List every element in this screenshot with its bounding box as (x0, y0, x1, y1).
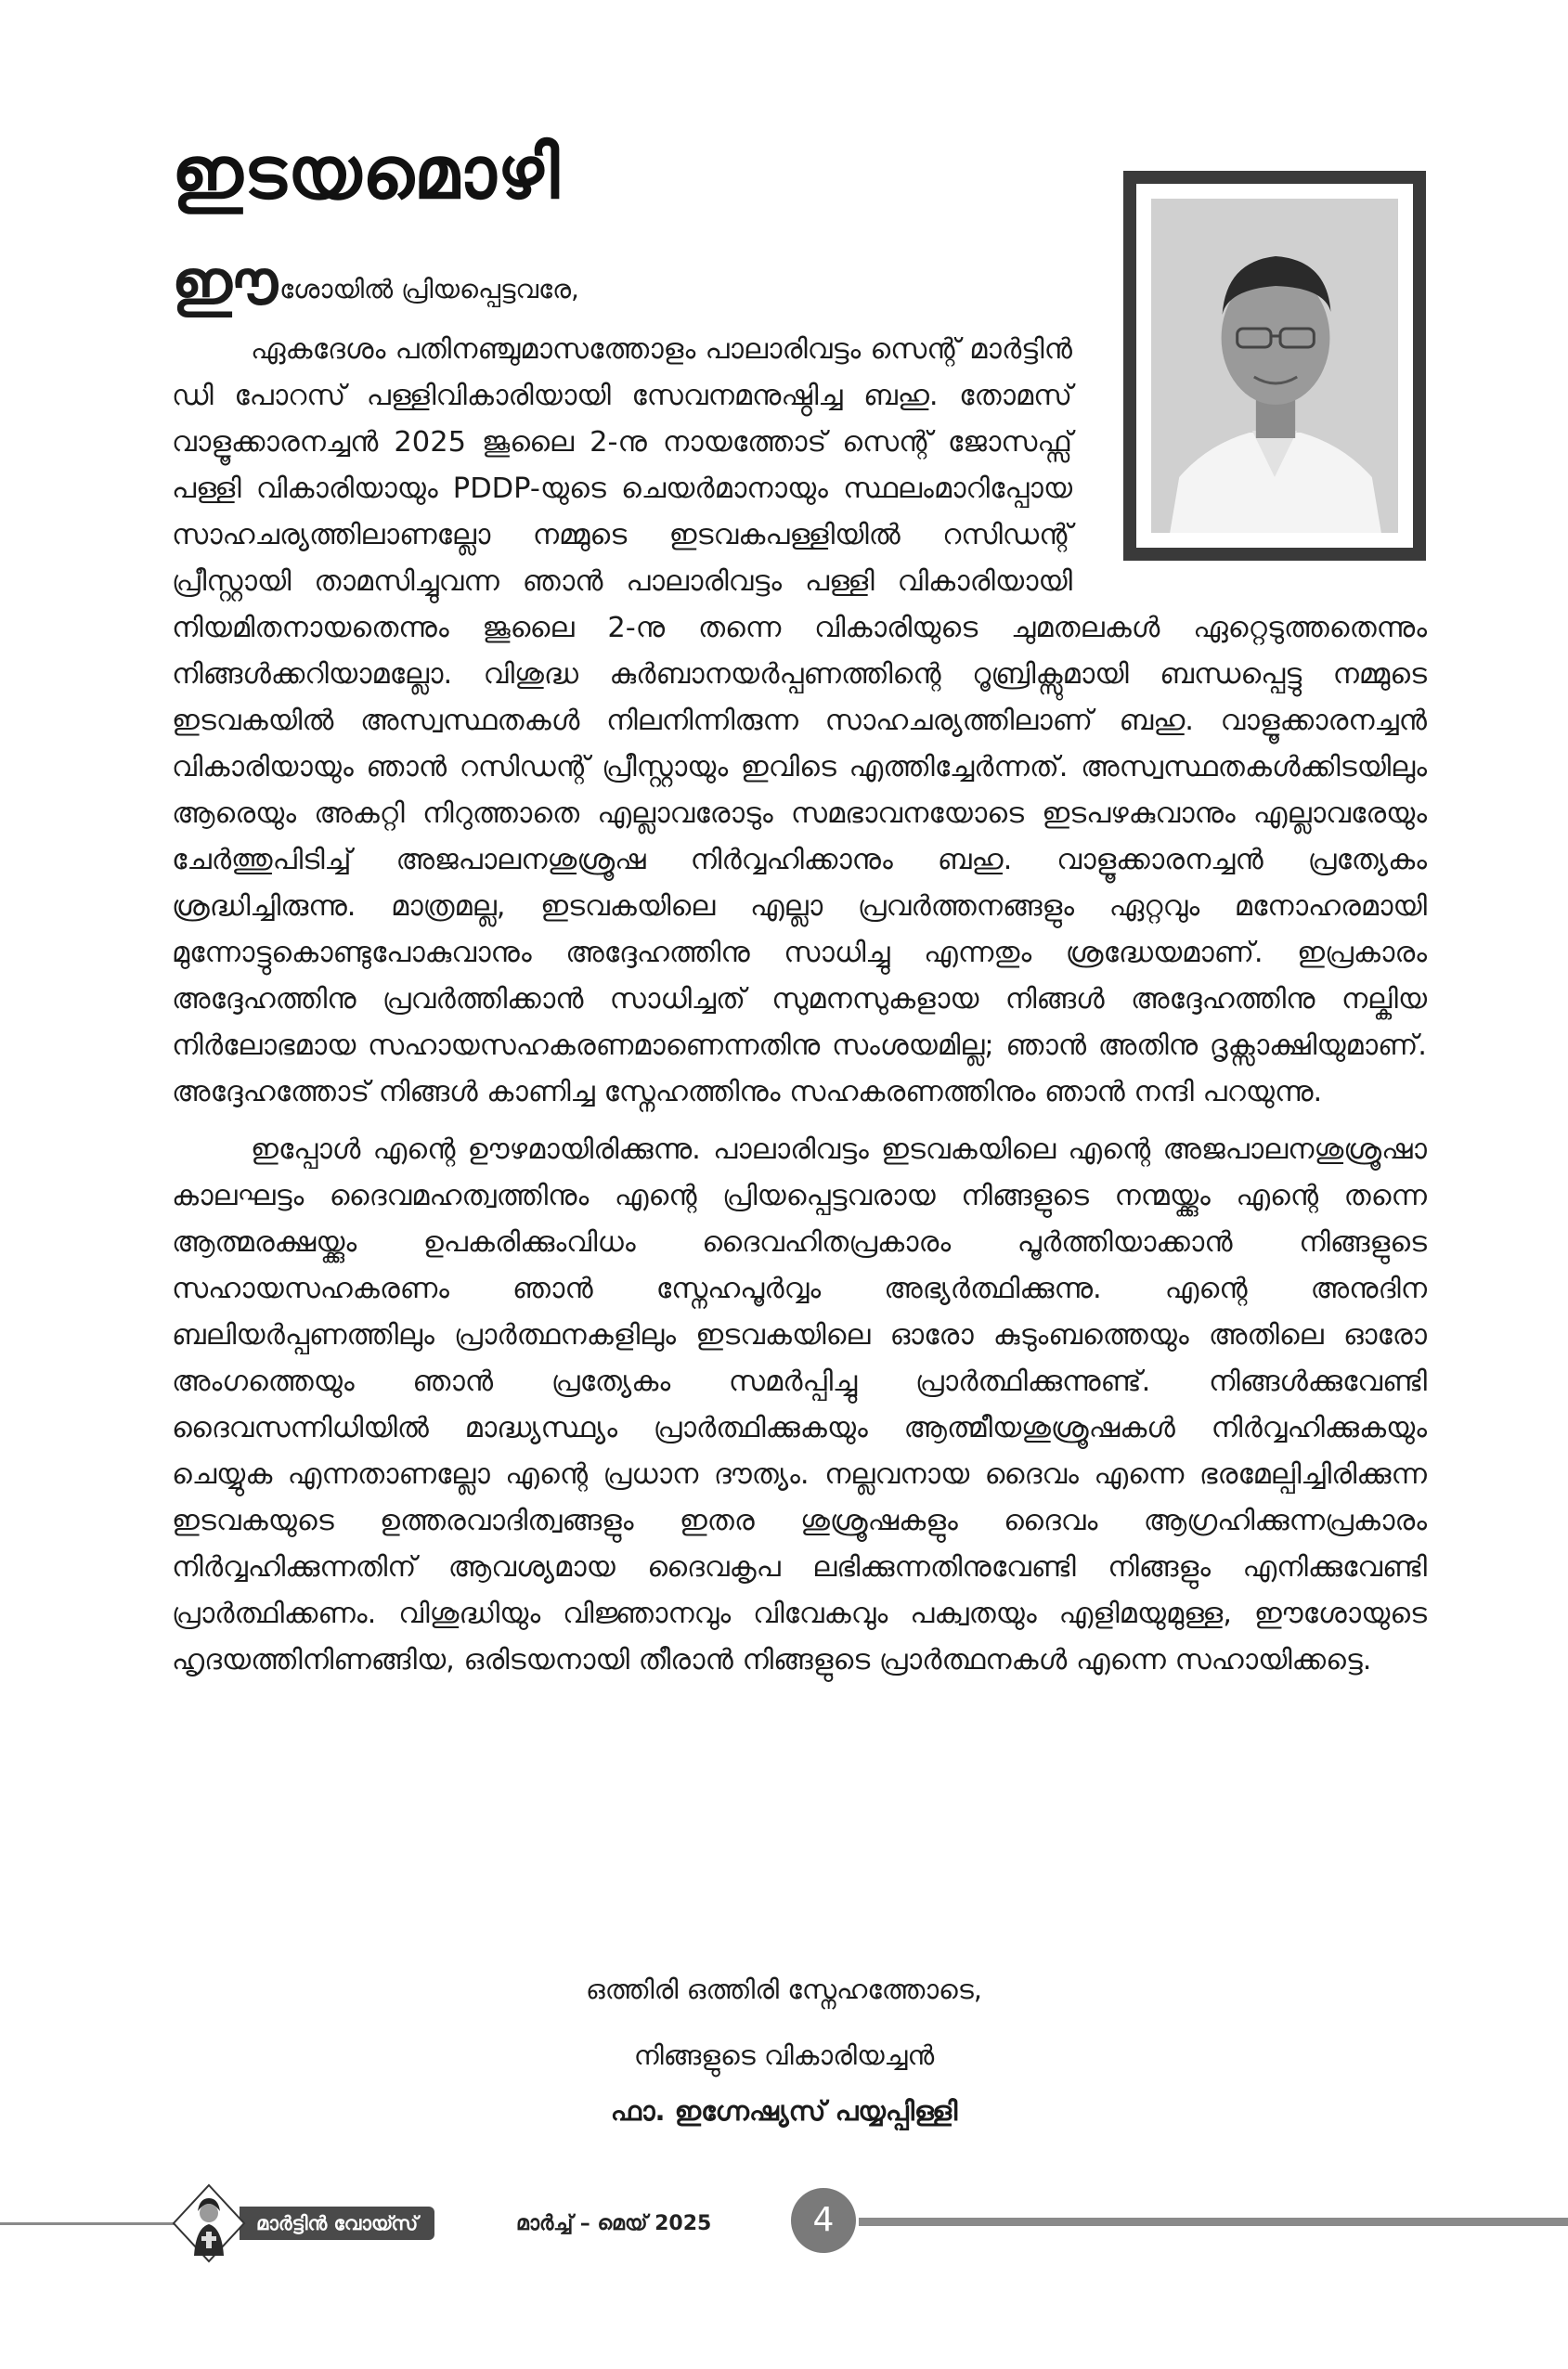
issue-date: മാർച്ച് – മെയ് 2025 (516, 2212, 712, 2235)
saint-figure-icon (172, 2183, 246, 2263)
footer-rule-right (859, 2218, 1568, 2226)
salutation (172, 247, 579, 318)
page-title: ഇടയമൊഴി (172, 132, 561, 215)
photo-wrap-spacer (1072, 327, 1427, 561)
salutation-dropcap: ഈ (172, 247, 279, 318)
paragraph-1: ഏകദേശം പതിനഞ്ചുമാസത്തോളം പാലാരിവട്ടം സെന്റ് മാർട്ടിൻ ഡി പോറസ് പള്ളിവികാരിയായി സേവനമനുഷ്ഠിച്ച ബഹു. തോമസ് വാളൂക്കാരനച്ചൻ 2025 ജൂലൈ 2-നു നായത്തോട് സെന്റ് ജോസഫ്സ് പള്ളി വികാരിയായും PDDP-യുടെ ചെയർമാനായും സ്ഥലംമാറിപ്പോയ സാഹചര്യത്തിലാണല്ലോ നമ്മുടെ ഇടവകപള്ളിയിൽ റസിഡന്റ് പ്രീസ്റ്റായി താമസിച്ചുവന്ന ഞാൻ പാലാരിവട്ടം പള്ളി വികാരിയായി നിയമിതനായതെന്നും ജൂലൈ 2-നു തന്നെ വികാരിയുടെ ചുമതലകൾ ഏറ്റെടുത്തതെന്നും നിങ്ങൾക്കറിയാമല്ലോ. വിശുദ്ധ കുർബാനയർപ്പണത്തിന്റെ റൂബ്രിക്സുമായി ബന്ധപ്പെട്ടു നമ്മുടെ ഇടവകയിൽ അസ്വസ്ഥതകൾ നിലനിന്നിരുന്ന സാഹചര്യത്തിലാണ് ബഹു. വാളൂക്കാരനച്ചൻ വികാരിയായും ഞാൻ റസിഡന്റ് പ്രീസ്റ്റായും ഇവിടെ എത്തിച്ചേർന്നത്. അസ്വസ്ഥതകൾക്കിടയിലും ആരെയും അകറ്റി നിറുത്താതെ എല്ലാവരോടും സമഭാവനയോടെ ഇടപഴകുവാനും എല്ലാവരേയും ചേർത്തുപിടിച്ച് അജപാലനശുശ്രൂഷ നിർവ്വഹിക്കാനും ബഹു. വാളൂക്കാരനച്ചൻ പ്രത്യേകം ശ്രദ്ധിച്ചിരുന്നു. മാത്രമല്ല, ഇടവകയിലെ എല്ലാ പ്രവർത്തനങ്ങളും ഏറ്റവും മനോഹരമായി മുന്നോട്ടുകൊണ്ടുപോകുവാനും അദ്ദേഹത്തിനു സാധിച്ചു എന്നതും ശ്രദ്ധേയമാണ്. ഇപ്രകാരം അദ്ദേഹത്തിനു പ്രവർത്തിക്കാൻ സാധിച്ചത് സുമനസുകളായ നിങ്ങൾ അദ്ദേഹത്തിനു നല്കിയ നിർലോഭമായ സഹായസഹകരണമാണെന്നതിനു സംശയമില്ല; ഞാൻ അതിനു ദൃക്സാക്ഷിയുമാണ്. അദ്ദേഹത്തോട് നിങ്ങൾ കാണിച്ച സ്നേഹത്തിനും സഹകരണത്തിനും ഞാൻ നന്ദി പറയുന്നു. (172, 333, 1427, 1108)
closing-line: ഒത്തിരി ഒത്തിരി സ്നേഹത്തോടെ, (585, 1974, 982, 2005)
letter-body (172, 327, 1427, 1684)
footer-rule-left (0, 2222, 176, 2225)
signature: ഫാ. ഇഗ്നേഷ്യസ് പയ്യപ്പിള്ളി (610, 2095, 958, 2127)
salutation-text: ശോയിൽ പ്രിയപ്പെട്ടവരേ, (279, 274, 579, 304)
page-number: 4 (791, 2188, 856, 2253)
paragraph-2: ഇപ്പോൾ എന്റെ ഊഴമായിരിക്കുന്നു. പാലാരിവട്ടം ഇടവകയിലെ എന്റെ അജപാലനശുശ്രൂഷാ കാലഘട്ടം ദൈവമഹത്വത്തിനും എന്റെ പ്രിയപ്പെട്ടവരായ നിങ്ങളുടെ നന്മയ്ക്കും എന്റെ തന്നെ ആത്മരക്ഷയ്ക്കും ഉപകരിക്കുംവിധം ദൈവഹിതപ്രകാരം പൂർത്തിയാക്കാൻ നിങ്ങളുടെ സഹായസഹകരണം ഞാൻ സ്നേഹപൂർവ്വം അഭ്യർത്ഥിക്കുന്നു. എന്റെ അനുദിന ബലിയർപ്പണത്തിലും പ്രാർത്ഥനകളിലും ഇടവകയിലെ ഓരോ കുടുംബത്തെയും അതിലെ ഓരോ അംഗത്തെയും ഞാൻ പ്രത്യേകം സമർപ്പിച്ചു പ്രാർത്ഥിക്കുന്നുണ്ട്. നിങ്ങൾക്കുവേണ്ടി ദൈവസന്നിധിയിൽ മാദ്ധ്യസ്ഥ്യം പ്രാർത്ഥിക്കുകയും ആത്മീയശുശ്രൂഷകൾ നിർവ്വഹിക്കുകയും ചെയ്യുക എന്നതാണല്ലോ എന്റെ പ്രധാന ദൗത്യം. നല്ലവനായ ദൈവം എന്നെ ഭരമേല്പിച്ചിരിക്കുന്ന ഇടവകയുടെ ഉത്തരവാദിത്വങ്ങളും ഇതര ശുശ്രൂഷകളും ദൈവം ആഗ്രഹിക്കുന്നപ്രകാരം നിർവ്വഹിക്കുന്നതിന് ആവശ്യമായ ദൈവകൃപ ലഭിക്കുന്നതിനുവേണ്ടി നിങ്ങളും എനിക്കുവേണ്ടി പ്രാർത്ഥിക്കണം. വിശുദ്ധിയും വിജ്ഞാനവും വിവേകവും പക്വതയും എളിമയുമുള്ള, ഈശോയുടെ ഹൃദയത്തിനിണങ്ങിയ, ഒരിടയനായി തീരാൻ നിങ്ങളുടെ പ്രാർത്ഥനകൾ എന്നെ സഹായിക്കട്ടെ. (172, 1133, 1427, 1676)
publication-name: മാർട്ടിൻ വോയ്സ് (240, 2207, 434, 2240)
closing-sender: നിങ്ങളുടെ വികാരിയച്ചൻ (633, 2039, 935, 2071)
